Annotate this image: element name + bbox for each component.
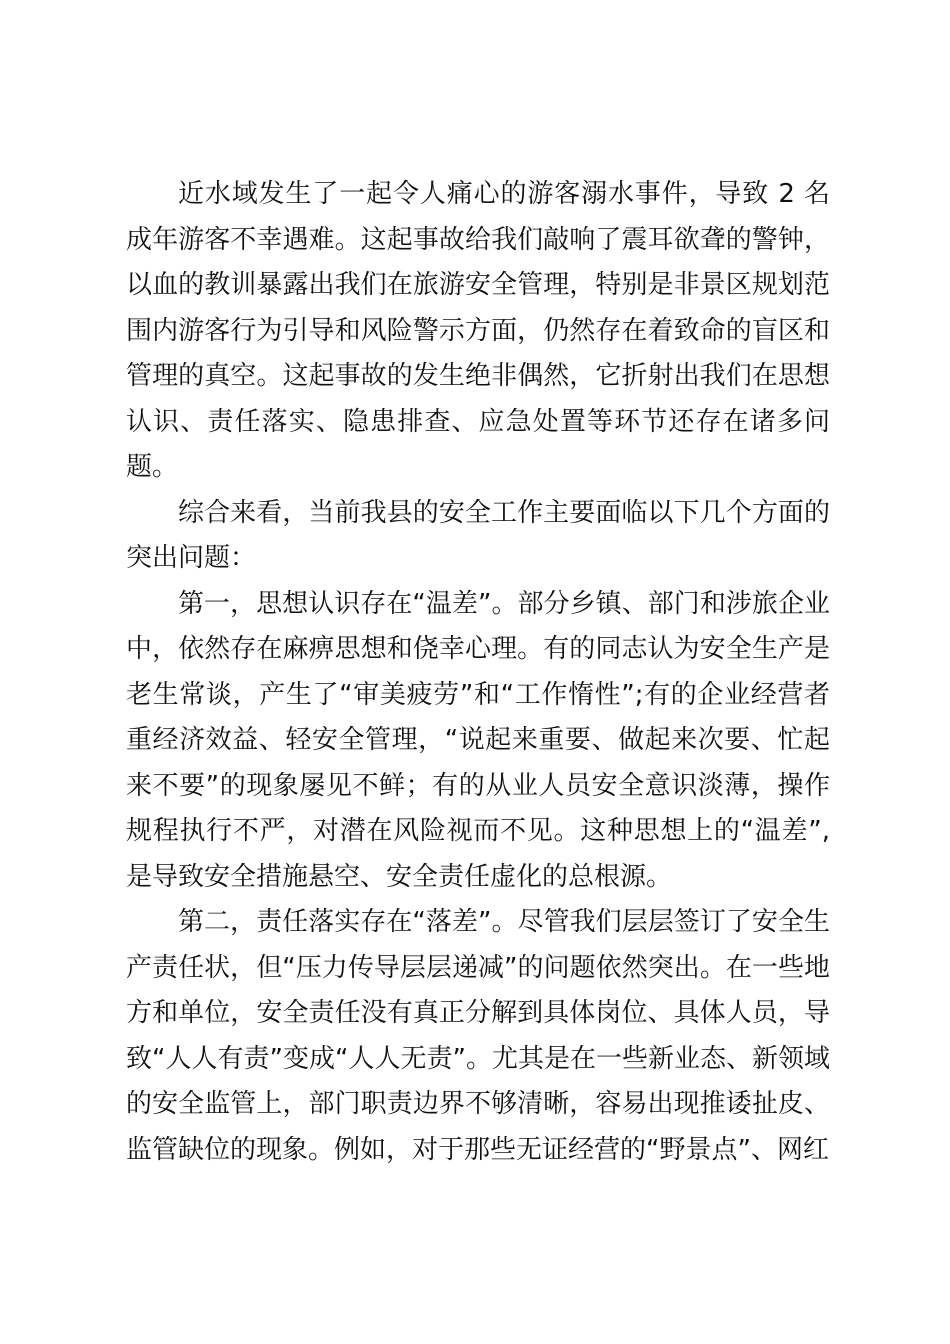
paragraph-first-issue: 第一，思想认识存在“温差”。部分乡镇、部门和涉旅企业中，依然存在麻痹思想和侥幸心理。有的同志认为安全生产是老生常谈，产生了“审美疲劳”和“工作惰性”;有的企业经营者重经济效益、轻安全管理，“说起来重要、做起来次要、忙起来不要”的现象屡见不鲜；有的从业人员安全意识淡薄，操作规程执行不严，对潜在风险视而不见。这种思想上的“温差”,是导致安全措施悬空、安全责任虚化的总根源。 bbox=[126, 588, 830, 892]
paragraph-second-issue: 第二，责任落实存在“落差”。尽管我们层层签订了安全生产责任状，但“压力传导层层递减”的问题依然突出。在一些地方和单位，安全责任没有真正分解到具体岗位、具体人员，导致“人人有责”变成“人人无责”。尤其是在一些新业态、新领域的安全监管上，部门职责边界不够清晰，容易出现推诿扯皮、监管缺位的现象。例如，对于那些无证经营的“野景点”、网红 bbox=[126, 907, 830, 1165]
document-body bbox=[126, 172, 830, 1173]
paragraph-incident: 近水域发生了一起令人痛心的游客溺水事件，导致 2 名成年游客不幸遇难。这起事故给我们敲响了震耳欲聋的警钟，以血的教训暴露出我们在旅游安全管理，特别是非景区规划范围内游客行为引导和风险警示方面，仍然存在着致命的盲区和管理的真空。这起事故的发生绝非偶然，它折射出我们在思想认识、责任落实、隐患排查、应急处置等环节还存在诸多问题。 bbox=[126, 179, 830, 482]
paragraph-summary: 综合来看，当前我县的安全工作主要面临以下几个方面的突出问题： bbox=[126, 497, 830, 573]
